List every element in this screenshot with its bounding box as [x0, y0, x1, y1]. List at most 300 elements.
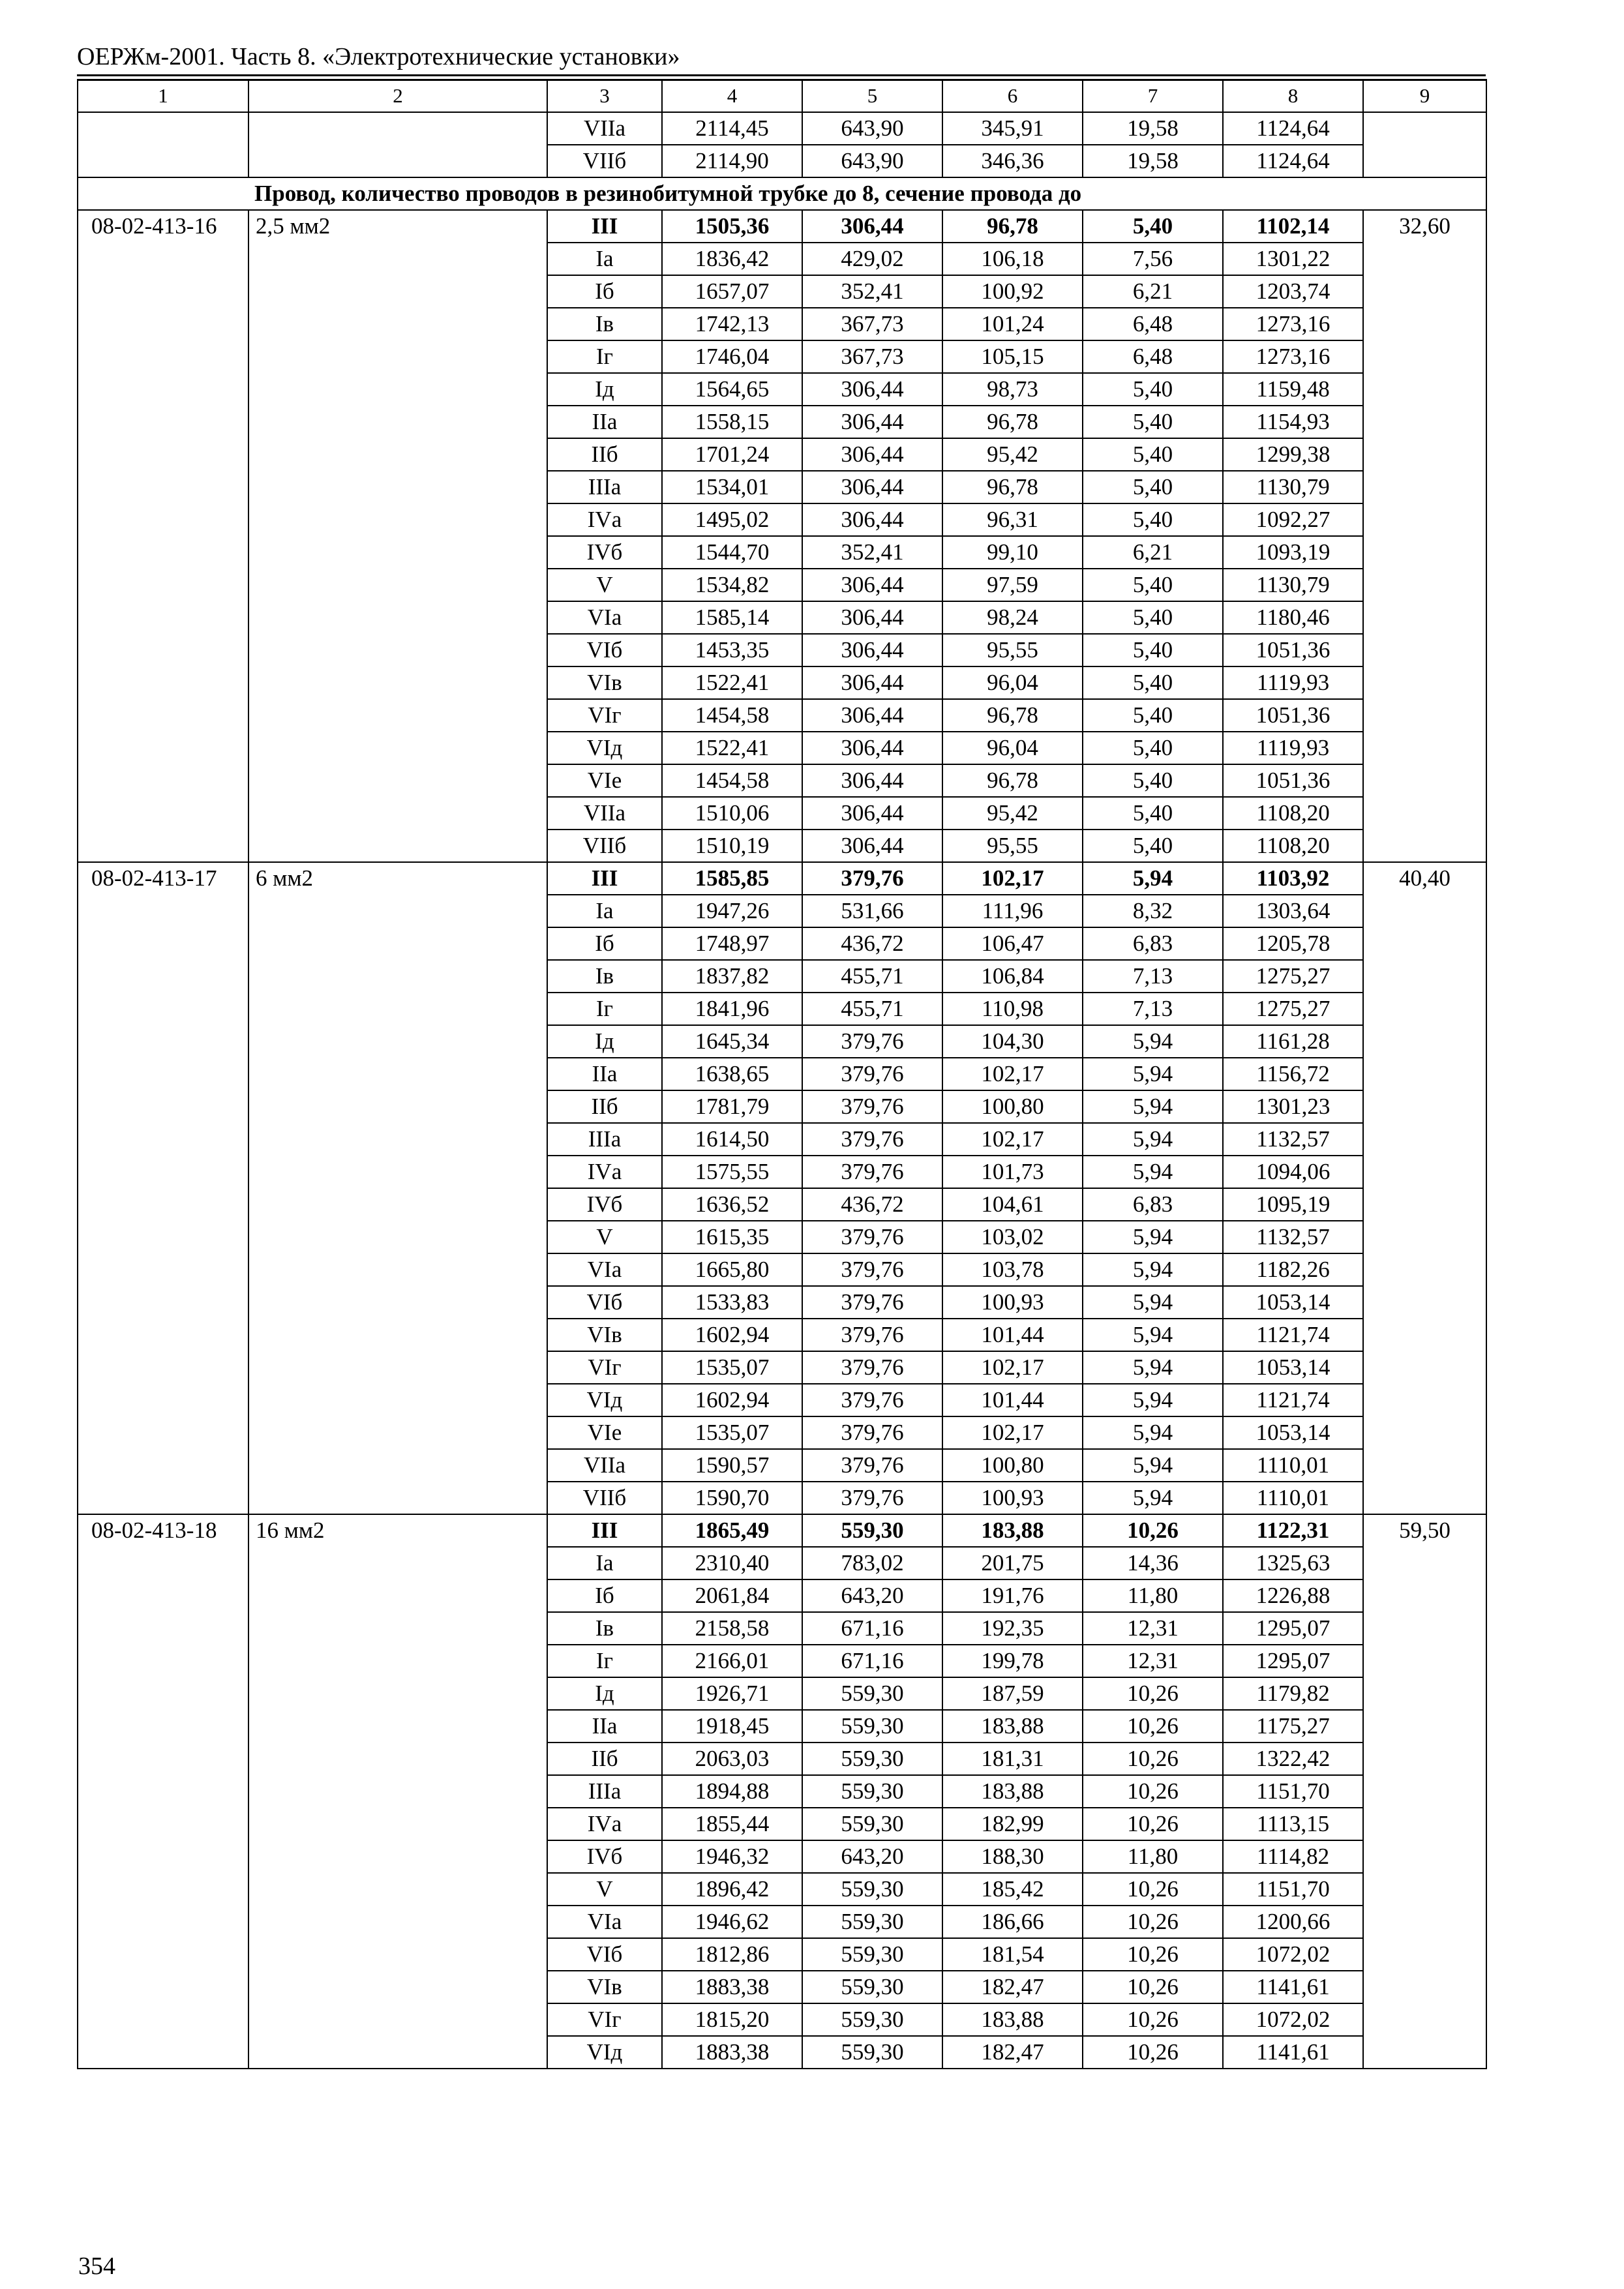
labor-wages-cell: 559,30 [802, 1677, 942, 1710]
machinist-wages-cell: 7,56 [1083, 243, 1223, 275]
zone-cell: VIIа [547, 797, 662, 830]
materials-cell: 1110,01 [1223, 1482, 1363, 1514]
code-cell: 08-02-413-18 [78, 1514, 248, 2069]
zone-cell: VIб [547, 1286, 662, 1319]
labor-wages-cell: 379,76 [802, 1090, 942, 1123]
machinist-wages-cell: 12,31 [1083, 1612, 1223, 1645]
zone-cell: IIIа [547, 1123, 662, 1156]
machine-costs-cell: 106,18 [942, 243, 1083, 275]
materials-cell: 1124,64 [1223, 145, 1363, 177]
price-cell: 59,50 [1363, 1514, 1486, 2069]
direct-costs-cell: 1534,01 [662, 471, 802, 503]
table-row [78, 112, 1486, 145]
labor-wages-cell: 306,44 [802, 471, 942, 503]
materials-cell: 1275,27 [1223, 993, 1363, 1025]
direct-costs-cell: 1883,38 [662, 2036, 802, 2069]
direct-costs-cell: 1841,96 [662, 993, 802, 1025]
machine-costs-cell: 101,73 [942, 1156, 1083, 1188]
zone-cell: VIд [547, 732, 662, 764]
direct-costs-cell: 1926,71 [662, 1677, 802, 1710]
direct-costs-cell: 1510,06 [662, 797, 802, 830]
direct-costs-cell: 2310,40 [662, 1547, 802, 1579]
zone-cell: VIа [547, 1906, 662, 1938]
direct-costs-cell: 1947,26 [662, 895, 802, 927]
machine-costs-cell: 181,31 [942, 1743, 1083, 1775]
materials-cell: 1303,64 [1223, 895, 1363, 927]
machinist-wages-cell: 5,94 [1083, 1384, 1223, 1416]
zone-cell: IVб [547, 1840, 662, 1873]
materials-cell: 1141,61 [1223, 1971, 1363, 2003]
zone-cell: Iд [547, 1025, 662, 1058]
labor-wages-cell: 559,30 [802, 1775, 942, 1808]
machinist-wages-cell: 5,40 [1083, 503, 1223, 536]
zone-cell: IVб [547, 536, 662, 569]
direct-costs-cell: 1748,97 [662, 927, 802, 960]
machine-costs-cell: 187,59 [942, 1677, 1083, 1710]
materials-cell: 1295,07 [1223, 1645, 1363, 1677]
zone-cell: V [547, 569, 662, 601]
price-cell: 40,40 [1363, 862, 1486, 1514]
zone-cell: V [547, 1873, 662, 1906]
machine-costs-cell: 98,73 [942, 373, 1083, 406]
machinist-wages-cell: 5,40 [1083, 438, 1223, 471]
direct-costs-cell: 2063,03 [662, 1743, 802, 1775]
zone-cell: Iг [547, 340, 662, 373]
direct-costs-cell: 1855,44 [662, 1808, 802, 1840]
materials-cell: 1092,27 [1223, 503, 1363, 536]
materials-cell: 1130,79 [1223, 471, 1363, 503]
machinist-wages-cell: 5,94 [1083, 1416, 1223, 1449]
materials-cell: 1053,14 [1223, 1416, 1363, 1449]
materials-cell: 1121,74 [1223, 1384, 1363, 1416]
labor-wages-cell: 306,44 [802, 373, 942, 406]
zone-cell: VIIа [547, 1449, 662, 1482]
direct-costs-cell: 1575,55 [662, 1156, 802, 1188]
zone-cell: VIб [547, 634, 662, 666]
machinist-wages-cell: 5,94 [1083, 1482, 1223, 1514]
materials-cell: 1119,93 [1223, 666, 1363, 699]
machine-costs-cell: 106,47 [942, 927, 1083, 960]
labor-wages-cell: 306,44 [802, 569, 942, 601]
machinist-wages-cell: 10,26 [1083, 1775, 1223, 1808]
materials-cell: 1301,22 [1223, 243, 1363, 275]
labor-wages-cell: 379,76 [802, 1449, 942, 1482]
direct-costs-cell: 1535,07 [662, 1351, 802, 1384]
labor-wages-cell: 559,30 [802, 1873, 942, 1906]
machine-costs-cell: 104,61 [942, 1188, 1083, 1221]
code-cell [78, 112, 248, 177]
column-number: 6 [942, 80, 1083, 112]
machine-costs-cell: 103,78 [942, 1253, 1083, 1286]
materials-cell: 1156,72 [1223, 1058, 1363, 1090]
machine-costs-cell: 181,54 [942, 1938, 1083, 1971]
page-header [77, 40, 1486, 81]
machine-costs-cell: 106,84 [942, 960, 1083, 993]
labor-wages-cell: 783,02 [802, 1547, 942, 1579]
labor-wages-cell: 559,30 [802, 2003, 942, 2036]
labor-wages-cell: 436,72 [802, 1188, 942, 1221]
labor-wages-cell: 531,66 [802, 895, 942, 927]
labor-wages-cell: 379,76 [802, 1482, 942, 1514]
zone-cell: VIе [547, 1416, 662, 1449]
direct-costs-cell: 1636,52 [662, 1188, 802, 1221]
labor-wages-cell: 429,02 [802, 243, 942, 275]
machinist-wages-cell: 10,26 [1083, 1873, 1223, 1906]
materials-cell: 1273,16 [1223, 340, 1363, 373]
header-rule [77, 74, 1486, 76]
zone-cell: Iа [547, 895, 662, 927]
machine-costs-cell: 104,30 [942, 1025, 1083, 1058]
labor-wages-cell: 455,71 [802, 993, 942, 1025]
section-cell: 2,5 мм2 [248, 210, 547, 862]
zone-cell: VIб [547, 1938, 662, 1971]
zone-cell: IIIа [547, 471, 662, 503]
labor-wages-cell: 306,44 [802, 406, 942, 438]
machine-costs-cell: 101,24 [942, 308, 1083, 340]
zone-cell: Iг [547, 1645, 662, 1677]
labor-wages-cell: 367,73 [802, 308, 942, 340]
direct-costs-cell: 1645,34 [662, 1025, 802, 1058]
machine-costs-cell: 96,78 [942, 210, 1083, 243]
machine-costs-cell: 186,66 [942, 1906, 1083, 1938]
machine-costs-cell: 199,78 [942, 1645, 1083, 1677]
labor-wages-cell: 643,90 [802, 145, 942, 177]
zone-cell: Iб [547, 275, 662, 308]
zone-cell: Iб [547, 1579, 662, 1612]
machinist-wages-cell: 6,83 [1083, 927, 1223, 960]
labor-wages-cell: 643,20 [802, 1579, 942, 1612]
direct-costs-cell: 1746,04 [662, 340, 802, 373]
machine-costs-cell: 100,92 [942, 275, 1083, 308]
materials-cell: 1130,79 [1223, 569, 1363, 601]
zone-cell: IIа [547, 1710, 662, 1743]
zone-cell: VIг [547, 1351, 662, 1384]
machine-costs-cell: 100,80 [942, 1090, 1083, 1123]
machinist-wages-cell: 5,94 [1083, 1351, 1223, 1384]
machinist-wages-cell: 11,80 [1083, 1840, 1223, 1873]
materials-cell: 1200,66 [1223, 1906, 1363, 1938]
direct-costs-cell: 1742,13 [662, 308, 802, 340]
materials-cell: 1132,57 [1223, 1221, 1363, 1253]
materials-cell: 1051,36 [1223, 764, 1363, 797]
zone-cell: VIв [547, 1971, 662, 2003]
machine-costs-cell: 102,17 [942, 1058, 1083, 1090]
zone-cell: III [547, 1514, 662, 1547]
machinist-wages-cell: 6,21 [1083, 536, 1223, 569]
direct-costs-cell: 1495,02 [662, 503, 802, 536]
price-cell: 32,60 [1363, 210, 1486, 862]
labor-wages-cell: 379,76 [802, 1156, 942, 1188]
materials-cell: 1095,19 [1223, 1188, 1363, 1221]
direct-costs-cell: 1454,58 [662, 699, 802, 732]
materials-cell: 1093,19 [1223, 536, 1363, 569]
materials-cell: 1094,06 [1223, 1156, 1363, 1188]
direct-costs-cell: 1918,45 [662, 1710, 802, 1743]
machinist-wages-cell: 10,26 [1083, 2036, 1223, 2069]
machinist-wages-cell: 5,94 [1083, 1156, 1223, 1188]
direct-costs-cell: 1602,94 [662, 1319, 802, 1351]
machine-costs-cell: 95,42 [942, 797, 1083, 830]
labor-wages-cell: 559,30 [802, 1938, 942, 1971]
labor-wages-cell: 352,41 [802, 275, 942, 308]
zone-cell: IIб [547, 1090, 662, 1123]
materials-cell: 1151,70 [1223, 1775, 1363, 1808]
machine-costs-cell: 101,44 [942, 1384, 1083, 1416]
direct-costs-cell: 2114,45 [662, 112, 802, 145]
machine-costs-cell: 185,42 [942, 1873, 1083, 1906]
zone-cell: VIе [547, 764, 662, 797]
machinist-wages-cell: 5,40 [1083, 797, 1223, 830]
document-title: ОЕРЖм-2001. Часть 8. «Электротехнические установки» [77, 43, 680, 70]
labor-wages-cell: 671,16 [802, 1645, 942, 1677]
materials-cell: 1179,82 [1223, 1677, 1363, 1710]
machinist-wages-cell: 7,13 [1083, 960, 1223, 993]
zone-cell: Iб [547, 927, 662, 960]
machinist-wages-cell: 5,94 [1083, 862, 1223, 895]
direct-costs-cell: 1615,35 [662, 1221, 802, 1253]
materials-cell: 1325,63 [1223, 1547, 1363, 1579]
materials-cell: 1124,64 [1223, 112, 1363, 145]
direct-costs-cell: 1585,85 [662, 862, 802, 895]
direct-costs-cell: 1883,38 [662, 1971, 802, 2003]
direct-costs-cell: 1665,80 [662, 1253, 802, 1286]
machinist-wages-cell: 5,40 [1083, 373, 1223, 406]
zone-cell: VIIб [547, 1482, 662, 1514]
direct-costs-cell: 2061,84 [662, 1579, 802, 1612]
zone-cell: VIв [547, 666, 662, 699]
direct-costs-cell: 1590,70 [662, 1482, 802, 1514]
materials-cell: 1154,93 [1223, 406, 1363, 438]
zone-cell: IIа [547, 406, 662, 438]
direct-costs-cell: 1602,94 [662, 1384, 802, 1416]
table-row [78, 862, 1486, 895]
machine-costs-cell: 183,88 [942, 2003, 1083, 2036]
materials-cell: 1053,14 [1223, 1286, 1363, 1319]
labor-wages-cell: 367,73 [802, 340, 942, 373]
direct-costs-cell: 1837,82 [662, 960, 802, 993]
machine-costs-cell: 100,93 [942, 1482, 1083, 1514]
labor-wages-cell: 379,76 [802, 1253, 942, 1286]
machine-costs-cell: 95,42 [942, 438, 1083, 471]
machine-costs-cell: 103,02 [942, 1221, 1083, 1253]
labor-wages-cell: 306,44 [802, 634, 942, 666]
machine-costs-cell: 191,76 [942, 1579, 1083, 1612]
machine-costs-cell: 96,78 [942, 406, 1083, 438]
price-cell [1363, 112, 1486, 177]
machinist-wages-cell: 11,80 [1083, 1579, 1223, 1612]
column-number-row [78, 80, 1486, 112]
column-number: 7 [1083, 80, 1223, 112]
machinist-wages-cell: 14,36 [1083, 1547, 1223, 1579]
labor-wages-cell: 643,90 [802, 112, 942, 145]
materials-cell: 1114,82 [1223, 1840, 1363, 1873]
zone-cell: Iв [547, 308, 662, 340]
labor-wages-cell: 379,76 [802, 862, 942, 895]
labor-wages-cell: 379,76 [802, 1416, 942, 1449]
column-number: 2 [248, 80, 547, 112]
rates-table [77, 79, 1487, 2069]
zone-cell: Iд [547, 1677, 662, 1710]
labor-wages-cell: 643,20 [802, 1840, 942, 1873]
materials-cell: 1141,61 [1223, 2036, 1363, 2069]
direct-costs-cell: 1701,24 [662, 438, 802, 471]
zone-cell: III [547, 862, 662, 895]
page-number: 354 [78, 2252, 115, 2280]
machine-costs-cell: 101,44 [942, 1319, 1083, 1351]
direct-costs-cell: 1505,36 [662, 210, 802, 243]
materials-cell: 1113,15 [1223, 1808, 1363, 1840]
zone-cell: Iд [547, 373, 662, 406]
materials-cell: 1159,48 [1223, 373, 1363, 406]
machine-costs-cell: 188,30 [942, 1840, 1083, 1873]
zone-cell: VIIб [547, 830, 662, 862]
machine-costs-cell: 102,17 [942, 1351, 1083, 1384]
machine-costs-cell: 95,55 [942, 830, 1083, 862]
materials-cell: 1051,36 [1223, 634, 1363, 666]
machinist-wages-cell: 10,26 [1083, 1710, 1223, 1743]
materials-cell: 1108,20 [1223, 797, 1363, 830]
direct-costs-cell: 1946,62 [662, 1906, 802, 1938]
code-cell: 08-02-413-17 [78, 862, 248, 1514]
labor-wages-cell: 379,76 [802, 1123, 942, 1156]
direct-costs-cell: 1533,83 [662, 1286, 802, 1319]
labor-wages-cell: 352,41 [802, 536, 942, 569]
machine-costs-cell: 346,36 [942, 145, 1083, 177]
materials-cell: 1322,42 [1223, 1743, 1363, 1775]
direct-costs-cell: 1781,79 [662, 1090, 802, 1123]
machinist-wages-cell: 5,94 [1083, 1090, 1223, 1123]
machinist-wages-cell: 5,94 [1083, 1058, 1223, 1090]
zone-cell: VIа [547, 1253, 662, 1286]
table-row [78, 1514, 1486, 1547]
labor-wages-cell: 306,44 [802, 666, 942, 699]
direct-costs-cell: 1812,86 [662, 1938, 802, 1971]
labor-wages-cell: 306,44 [802, 764, 942, 797]
machinist-wages-cell: 6,48 [1083, 308, 1223, 340]
zone-cell: VIд [547, 1384, 662, 1416]
machinist-wages-cell: 5,94 [1083, 1025, 1223, 1058]
machinist-wages-cell: 5,94 [1083, 1319, 1223, 1351]
materials-cell: 1182,26 [1223, 1253, 1363, 1286]
machinist-wages-cell: 5,40 [1083, 732, 1223, 764]
direct-costs-cell: 1558,15 [662, 406, 802, 438]
labor-wages-cell: 559,30 [802, 1808, 942, 1840]
materials-cell: 1102,14 [1223, 210, 1363, 243]
zone-cell: Iа [547, 1547, 662, 1579]
machinist-wages-cell: 5,94 [1083, 1221, 1223, 1253]
direct-costs-cell: 1614,50 [662, 1123, 802, 1156]
materials-cell: 1122,31 [1223, 1514, 1363, 1547]
machine-costs-cell: 182,99 [942, 1808, 1083, 1840]
machinist-wages-cell: 5,40 [1083, 569, 1223, 601]
direct-costs-cell: 1454,58 [662, 764, 802, 797]
zone-cell: IVб [547, 1188, 662, 1221]
materials-cell: 1301,23 [1223, 1090, 1363, 1123]
table-row [78, 210, 1486, 243]
direct-costs-cell: 1544,70 [662, 536, 802, 569]
rates-table-body [78, 80, 1486, 2069]
labor-wages-cell: 306,44 [802, 797, 942, 830]
column-number: 8 [1223, 80, 1363, 112]
machine-costs-cell: 201,75 [942, 1547, 1083, 1579]
machinist-wages-cell: 5,40 [1083, 210, 1223, 243]
zone-cell: VIг [547, 2003, 662, 2036]
direct-costs-cell: 1590,57 [662, 1449, 802, 1482]
labor-wages-cell: 379,76 [802, 1058, 942, 1090]
labor-wages-cell: 306,44 [802, 438, 942, 471]
machine-costs-cell: 96,78 [942, 699, 1083, 732]
machinist-wages-cell: 10,26 [1083, 1514, 1223, 1547]
labor-wages-cell: 379,76 [802, 1025, 942, 1058]
zone-cell: VIIа [547, 112, 662, 145]
materials-cell: 1072,02 [1223, 1938, 1363, 1971]
machine-costs-cell: 97,59 [942, 569, 1083, 601]
machinist-wages-cell: 10,26 [1083, 1677, 1223, 1710]
labor-wages-cell: 306,44 [802, 830, 942, 862]
labor-wages-cell: 306,44 [802, 503, 942, 536]
machine-costs-cell: 345,91 [942, 112, 1083, 145]
zone-cell: IIа [547, 1058, 662, 1090]
zone-cell: VIIб [547, 145, 662, 177]
machinist-wages-cell: 10,26 [1083, 1971, 1223, 2003]
zone-cell: VIг [547, 699, 662, 732]
zone-cell: Iг [547, 993, 662, 1025]
direct-costs-cell: 2166,01 [662, 1645, 802, 1677]
machinist-wages-cell: 5,94 [1083, 1123, 1223, 1156]
direct-costs-cell: 1638,65 [662, 1058, 802, 1090]
labor-wages-cell: 559,30 [802, 1743, 942, 1775]
labor-wages-cell: 306,44 [802, 210, 942, 243]
labor-wages-cell: 559,30 [802, 1971, 942, 2003]
zone-cell: IIб [547, 438, 662, 471]
machine-costs-cell: 183,88 [942, 1775, 1083, 1808]
machine-costs-cell: 96,78 [942, 764, 1083, 797]
direct-costs-cell: 1453,35 [662, 634, 802, 666]
machine-costs-cell: 99,10 [942, 536, 1083, 569]
labor-wages-cell: 559,30 [802, 1710, 942, 1743]
machine-costs-cell: 100,80 [942, 1449, 1083, 1482]
materials-cell: 1175,27 [1223, 1710, 1363, 1743]
labor-wages-cell: 306,44 [802, 601, 942, 634]
materials-cell: 1161,28 [1223, 1025, 1363, 1058]
machinist-wages-cell: 19,58 [1083, 145, 1223, 177]
column-number: 9 [1363, 80, 1486, 112]
machine-costs-cell: 192,35 [942, 1612, 1083, 1645]
machinist-wages-cell: 5,40 [1083, 699, 1223, 732]
direct-costs-cell: 1585,14 [662, 601, 802, 634]
machinist-wages-cell: 19,58 [1083, 112, 1223, 145]
machinist-wages-cell: 8,32 [1083, 895, 1223, 927]
machinist-wages-cell: 6,83 [1083, 1188, 1223, 1221]
machinist-wages-cell: 5,40 [1083, 471, 1223, 503]
machine-costs-cell: 183,88 [942, 1710, 1083, 1743]
labor-wages-cell: 379,76 [802, 1286, 942, 1319]
machinist-wages-cell: 5,40 [1083, 666, 1223, 699]
section-cell [248, 112, 547, 177]
labor-wages-cell: 436,72 [802, 927, 942, 960]
zone-cell: VIа [547, 601, 662, 634]
zone-cell: IVа [547, 503, 662, 536]
direct-costs-cell: 1534,82 [662, 569, 802, 601]
materials-cell: 1203,74 [1223, 275, 1363, 308]
materials-cell: 1110,01 [1223, 1449, 1363, 1482]
machine-costs-cell: 110,98 [942, 993, 1083, 1025]
materials-cell: 1121,74 [1223, 1319, 1363, 1351]
machinist-wages-cell: 5,94 [1083, 1253, 1223, 1286]
machinist-wages-cell: 5,40 [1083, 764, 1223, 797]
machinist-wages-cell: 5,40 [1083, 634, 1223, 666]
direct-costs-cell: 1522,41 [662, 732, 802, 764]
